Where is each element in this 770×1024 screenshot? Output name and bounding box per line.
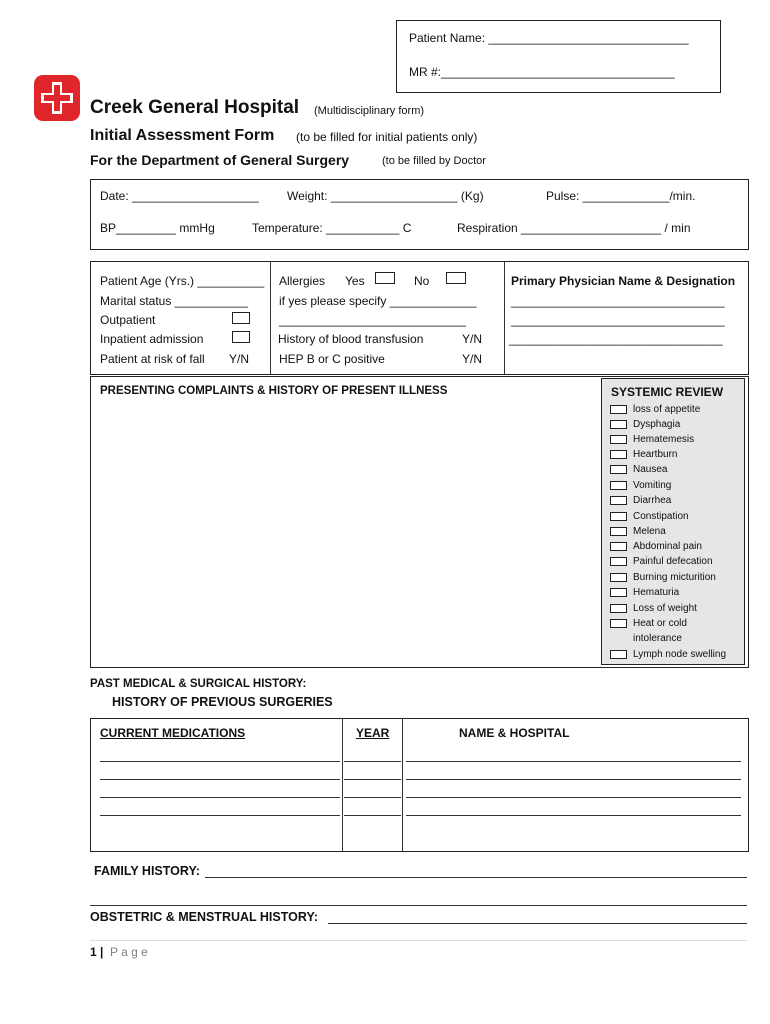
review-checkbox[interactable] [610,481,627,490]
page-number: 1 [90,945,97,959]
year-line[interactable] [344,815,401,816]
marital-status-field[interactable]: Marital status ___________ [100,294,249,308]
review-item: Burning micturition [633,572,716,583]
inpatient-checkbox[interactable] [232,331,250,343]
name-line[interactable] [406,761,741,762]
patient-name-field[interactable]: Patient Name: ______________________________ [409,31,689,45]
table-divider-2 [402,719,403,851]
inpatient-label: Inpatient admission [100,332,204,346]
review-item: Loss of weight [633,603,697,614]
previous-surgeries-title: HISTORY OF PREVIOUS SURGERIES [112,695,333,709]
allergies-no-checkbox[interactable] [446,272,466,284]
complaints-title: PRESENTING COMPLAINTS & HISTORY OF PRESENT ILLNESS [100,385,448,397]
physician-line-1[interactable]: ________________________________ [511,294,725,308]
allergies-line[interactable]: ____________________________ [279,313,466,327]
hospital-name: Creek General Hospital [90,97,300,118]
review-item: Heartburn [633,449,678,460]
review-item: Constipation [633,511,689,522]
meds-line[interactable] [100,779,340,780]
review-checkbox[interactable] [610,604,627,613]
review-checkbox[interactable] [610,496,627,505]
col-year: YEAR [356,726,390,740]
allergies-no-label: No [414,274,430,288]
hep-yn[interactable]: Y/N [462,352,483,366]
review-checkbox[interactable] [610,557,627,566]
info-divider-2 [504,262,505,374]
bp-field[interactable]: BP_________ mmHg [100,221,215,235]
obstetric-history-line[interactable] [328,923,747,924]
review-checkbox[interactable] [610,450,627,459]
footer-rule [90,940,747,941]
review-checkbox[interactable] [610,527,627,536]
hospital-logo [32,73,82,123]
review-item-continued: intolerance [633,633,682,644]
name-line[interactable] [406,779,741,780]
family-history-line[interactable] [205,877,747,878]
risk-fall-label: Patient at risk of fall [100,352,205,366]
weight-field[interactable]: Weight: ___________________ (Kg) [287,189,484,203]
col-current-medications: CURRENT MEDICATIONS [100,726,246,740]
review-item: Hematemesis [633,434,695,445]
review-item: Diarrhea [633,495,672,506]
info-divider-1 [270,262,271,374]
systemic-review-title: SYSTEMIC REVIEW [611,385,724,399]
form-title: Initial Assessment Form [90,127,275,144]
allergies-yes-label: Yes [345,274,365,288]
page-word: P a g e [110,945,148,959]
review-item: Nausea [633,464,668,475]
review-checkbox[interactable] [610,619,627,628]
review-item: Hematuria [633,587,680,598]
review-checkbox[interactable] [610,588,627,597]
family-history-line-2[interactable] [90,905,747,906]
obstetric-history-label: OBSTETRIC & MENSTRUAL HISTORY: [90,910,319,924]
review-item: Painful defecation [633,556,713,567]
physician-line-2[interactable]: ________________________________ [511,313,725,327]
outpatient-checkbox[interactable] [232,312,250,324]
pulse-field[interactable]: Pulse: _____________/min. [546,189,696,203]
review-checkbox[interactable] [610,405,627,414]
date-field[interactable]: Date: ___________________ [100,189,259,203]
review-checkbox[interactable] [610,573,627,582]
review-checkbox[interactable] [610,420,627,429]
meds-line[interactable] [100,797,340,798]
review-checkbox[interactable] [610,542,627,551]
allergies-label: Allergies [279,274,326,288]
name-line[interactable] [406,797,741,798]
year-line[interactable] [344,761,401,762]
patient-age-field[interactable]: Patient Age (Yrs.) __________ [100,274,265,288]
meds-line[interactable] [100,815,340,816]
review-checkbox[interactable] [610,650,627,659]
allergies-specify-field[interactable]: if yes please specify _____________ [279,294,477,308]
physician-line-3[interactable]: ________________________________ [509,332,723,346]
department-subtitle: (to be filled by Doctor [382,155,486,167]
review-checkbox[interactable] [610,465,627,474]
past-history-title: PAST MEDICAL & SURGICAL HISTORY: [90,678,307,690]
department-title: For the Department of General Surgery [90,152,350,168]
temperature-field[interactable]: Temperature: ___________ C [252,221,412,235]
allergies-yes-checkbox[interactable] [375,272,395,284]
page-separator: | [100,945,104,959]
review-item: Vomiting [633,480,672,491]
physician-title: Primary Physician Name & Designation [511,274,736,288]
hospital-subtitle: (Multidisciplinary form) [314,105,425,117]
mr-number-field[interactable]: MR #:___________________________________ [409,65,675,79]
review-checkbox[interactable] [610,435,627,444]
review-checkbox[interactable] [610,512,627,521]
review-item: Heat or cold [633,618,687,629]
family-history-label: FAMILY HISTORY: [94,864,201,878]
review-item: Lymph node swelling [633,649,727,660]
review-item: Dysphagia [633,419,681,430]
name-line[interactable] [406,815,741,816]
outpatient-label: Outpatient [100,313,156,327]
col-name-hospital: NAME & HOSPITAL [459,726,570,740]
review-item: loss of appetite [633,404,701,415]
form-title-subtitle: (to be filled for initial patients only) [296,130,478,144]
year-line[interactable] [344,779,401,780]
blood-transfusion-label: History of blood transfusion [278,332,424,346]
risk-fall-yn[interactable]: Y/N [229,352,250,366]
review-item: Abdominal pain [633,541,702,552]
review-item: Melena [633,526,666,537]
respiration-field[interactable]: Respiration _____________________ / min [457,221,691,235]
table-divider-1 [342,719,343,851]
meds-line[interactable] [100,761,340,762]
year-line[interactable] [344,797,401,798]
hep-label: HEP B or C positive [279,352,385,366]
blood-transfusion-yn[interactable]: Y/N [462,332,483,346]
